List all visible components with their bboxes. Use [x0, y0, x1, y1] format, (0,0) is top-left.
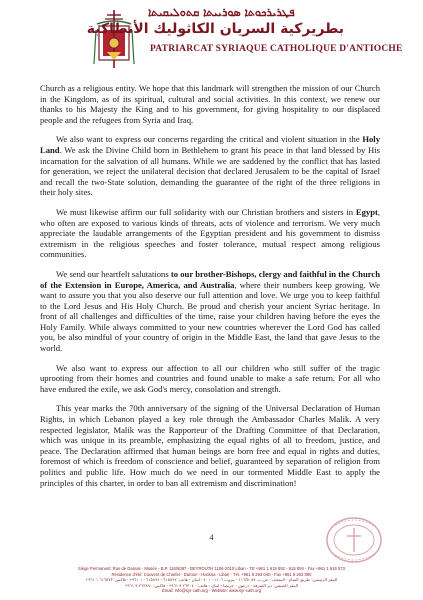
paragraph-3-text-a: We must likewise affirm our full solidarity with our Christian brothers and sisters in: [56, 206, 356, 217]
holy-land-emphasis: Holy Land: [40, 134, 380, 155]
letterhead: [0, 0, 423, 84]
syriac-title: ܦܛܪܝܪܟܘܬܐ ܣܘܪܝܝܬܐ ܩܬܘܠܝܩܝܬܐ: [148, 6, 295, 19]
footer-summer-residence-fr: Résidence d'été: Couvent de Charfet - Daroun - Harissa - Liban - Tél. +961 9 263 040 - Fax +961 9 263 890: [111, 571, 312, 577]
extension-church-emphasis: to our brother-Bishops, clergy and faithful in the Church of the Extension in Europe, America, and Australia: [40, 268, 380, 290]
paragraph-2-text-a: We also want to express our concerns regarding the critical and violent situation in the: [56, 134, 363, 145]
paragraph-4: [40, 269, 380, 354]
paragraph-2-text-b: . We ask the Divine Child born in Bethlehem to grant his peace in that land blessed by His incarnation for the salvation of all humans. While we are saddened by the conflict that has lasted for generation, we reject the unilateral decision that declared Jerusalem to be the capital of Israel and recall the two-State solution, demanding the guarantee of the right of the three religions in their holy sites.: [40, 144, 380, 198]
paragraph-1: Church as a religious entity. We hope that this landmark will strengthen the mission of our Church in the Kingdom, as of its spiritual, cultural and social activities. In this context, we renew our thanks to his Majesty the King and to his government, for giving hospitality to our displaced people and the refugees from Syria and Iraq.: [40, 83, 380, 125]
arabic-title: بطريركية السريان الكاثوليك الأنطاكية: [86, 21, 344, 37]
footer-address-fr: Siège Permanent: Rue de Damas - Musée - B.P. 116/5087 - BEYROUTH 1106-2010 Liban - TE +961 1 615 892 - 615 894 - Fax +961 1 616 573: [78, 566, 345, 571]
coat-of-arms-icon: [93, 8, 135, 70]
footer-contact: Email: info@syr-cath.org - Website: www.syr-cath.org: [161, 588, 262, 594]
paragraph-4-text-b: , where their numbers keep growing. We want to assure you that you also deserve our full attention and love. We urge you to keep faithful to the Lord Jesus and His Holy Church. Be proud and cherish your ancient Syriac heritage. In front of all challenges and difficulties of the time, raise your children having before the eyes the Holy Family. While always committed to your new countries wherever the Lord God has called you, be also mindful of your country of origin in the Middle East, the land that gave Jesus to the world.: [40, 279, 380, 354]
page-number: 4: [209, 533, 214, 542]
egypt-emphasis: Egypt: [355, 206, 378, 217]
paragraph-3: [40, 207, 380, 260]
paragraph-3-text-b: , who often are exposed to various kinds of threats, acts of violence and terrorism. We very much appreciate the laudable arrangements of the Egyptian president and his government to dismiss extremism in the religious speeches and foster tolerance, mutual respect among religious communities.: [40, 206, 380, 260]
paragraph-6: This year marks the 70th anniversary of the signing of the Universal Declaration of Human Rights, in which Lebanon played a key role through the Ambassador Charles Malik. A very respected legislator, Malik was the Rapporteur of the Drafting Committee of that Declaration, which was unique in its preamble, emphasizing the equal rights of all to freedom, justice, and peace. The Declaration affirmed that human beings are born free and equal in rights and duties, foremost of which is freedom of conscience and belief, guaranteed by separation of religion from politics and public life. How much do we need in our tormented Middle East to apply the principles of this charter, in order to ban all extremism and discrimination!: [40, 403, 380, 488]
paragraph-2: [40, 134, 380, 198]
footer-summer-residence-ar: المقر الصيفي: دير الشرفة - درعون - حريصا - لبنان - هاتف: ٢٦٣٠٤٠ ٩ ٩٦١+ - فاكس: ٢٦٣٨٩٠ ٩ ٩٦١+: [124, 582, 299, 588]
paragraph-5: We also want to express our affection to all our children who still suffer of the tragic uprooting from their homes and countries and found unable to make a safe return. For all who have endured the exile, we ask God's mercy, consolation and strength.: [40, 362, 380, 394]
patriarchal-stamp-icon: [324, 515, 384, 565]
latin-title: PATRIARCAT SYRIAQUE CATHOLIQUE D'ANTIOCHE: [150, 44, 403, 54]
footer-address-ar: المقر الرئيسي: طريق الشام - المتحف - ص.ب. ١١٦/٥٠٨٧ - بيروت ١١٠٦-٢٠١٠ - لبنان - هاتف: ٦١٥٨٩٢ - ٦١٥٨٩٤ - ١ ٩٦١+ - فاكس: ٦١٦٥٧٣ ١ ٩٦١+: [85, 577, 338, 583]
letterhead-footer: [0, 566, 423, 594]
letter-body: [40, 83, 380, 497]
paragraph-4-text-a: We send our heartfelt salutations: [56, 268, 171, 279]
